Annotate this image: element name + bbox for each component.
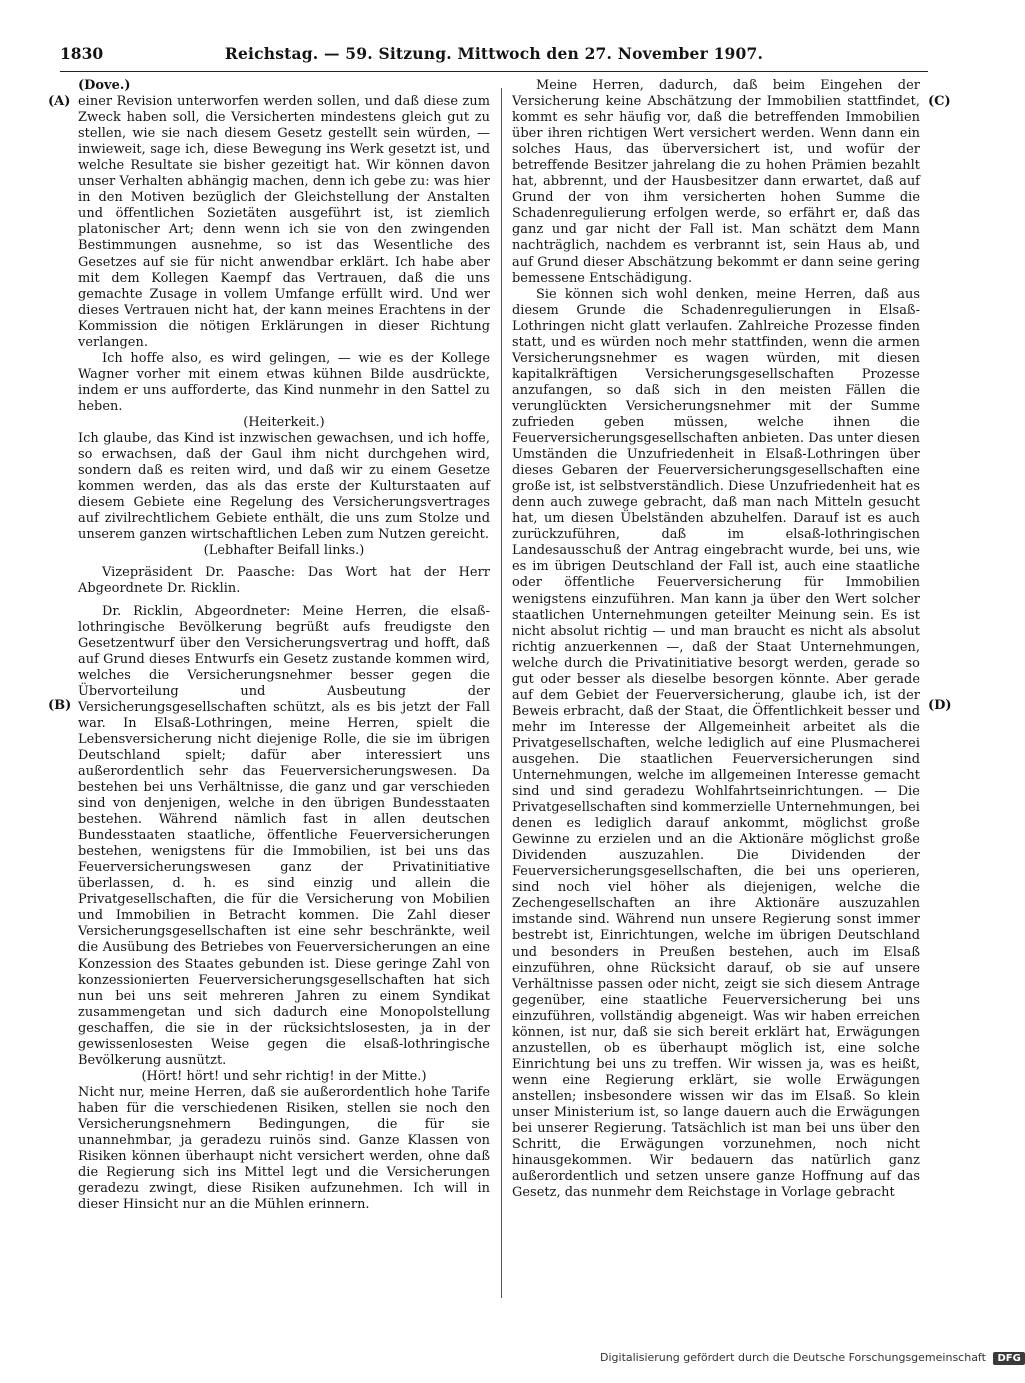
paragraph-left-2: Ich hoffe also, es wird gelingen, — wie es der Kollege Wagner vorher mit einem etwas kühnen Bilde ausdrückte, indem er uns aufforderte, das Kind nunmehr in den Sattel zu heben. <box>78 350 490 414</box>
dfg-logo: DFG <box>993 1352 1024 1365</box>
page-header <box>60 44 928 70</box>
margin-marker-d: (D) <box>928 698 952 713</box>
margin-marker-c: (C) <box>928 94 951 109</box>
paragraph-right-2: Sie können sich wohl denken, meine Herren, daß aus diesem Grunde die Schadenregulierungen in Elsaß-Lothringen nicht glatt verlaufen. Zahlreiche Prozesse finden statt, und es würden noch mehr stattfinden, wenn die armen Versicherungsnehmer es wagen würden, mit diesen kapitalkräftigen Versicherungsgesellschaften Prozesse anzufangen, so daß sich in den meisten Fällen die verunglückten Versicherungsnehmer mit der Summe zufrieden geben müssen, welche ihnen die Feuerversicherungsgesellschaften anbieten. Das unter diesen Umständen die Unzufriedenheit in Elsaß-Lothringen über dieses Gebaren der Feuerversicherungsgesellschaften eine große ist, ist selbstverständlich. Diese Unzufriedenheit hat es denn auch zuwege gebracht, daß man nach Mitteln gesucht hat, um diesen Übelständen abzuhelfen. Darauf ist es auch zurückzuführen, daß im elsaß-lothringischen Landesausschuß der Antrag eingebracht wurde, bei uns, wie es im übrigen Deutschland der Fall ist, auch eine staatliche oder öffentliche Feuerversicherung für Immobilien wenigstens einzuführen. Man kann ja über den Wert solcher staatlichen Unternehmungen geteilter Meinung sein. Es ist nicht absolut richtig — und man braucht es nicht als absolut richtig anzuerkennen —, daß der Staat Unternehmungen, welche durch die Privatinitiative besorgt werden, gerade so gut oder besser als dieselbe besorgen könnte. Aber gerade auf dem Gebiet der Feuerversicherung, glaube ich, ist der Beweis erbracht, daß der Staat, die Öffentlichkeit besser und mehr im Interesse der Allgemeinheit arbeitet als die Privatgesellschaften, welche lediglich auf eine Plusmacherei ausgehen. Die staatlichen Feuerversicherungen sind Unternehmungen, welche im allgemeinen Interesse gemacht sind und sind geradezu Wohlfahrtseinrichtungen. — Die Privatgesellschaften sind kommerzielle Unternehmungen, bei denen es lediglich darauf ankommt, möglichst große Gewinne zu erzielen und an die Aktionäre möglichst große Dividenden auszuzahlen. Die Dividenden der Feuerversicherungsgesellschaften, die bei uns operieren, sind noch viel höher als diejenigen, welche die Zechengesellschaften an ihre Aktionäre auszuzahlen imstande sind. Während nun unsere Regierung sonst immer bestrebt ist, Einrichtungen, welche im übrigen Deutschland und besonders in Preußen bestehen, auch im Elsaß einzuführen, ohne Rücksicht darauf, ob sie auf unsere Verhältnisse passen oder nicht, zeigt sie sich diesem Antrage gegenüber, eine staatliche Feuerversicherung bei uns einzuführen, vollständig abgeneigt. Was wir haben erreichen können, ist nur, daß sie sich bereit erklärt hat, Erwägungen anzustellen, ob es überhaupt möglich ist, eine solche Einrichtung bei uns zu treffen. Wir wissen ja, was es heißt, wenn eine Regierung erklärt, sie wolle Erwägungen anstellen; insbesondere wissen wir das im Elsaß. So klein unser Ministerium ist, so lange dauern auch die Erwägungen bei unserer Regierung. Tatsächlich ist man bei uns über den Schritt, die Erwägungen vorzunehmen, noch nicht hinausgekommen. Wir bedauern das natürlich ganz außerordentlich und setzen unsere ganze Hoffnung auf das Gesetz, das nunmehr dem Reichstage in Vorlage gebracht <box>512 286 920 1201</box>
reaction-hoert: (Hört! hört! und sehr richtig! in der Mitte.) <box>141 1068 427 1084</box>
page-number: 1830 <box>60 44 104 63</box>
reaction-beifall: (Lebhafter Beifall links.) <box>203 543 365 559</box>
paragraph-right-1: Meine Herren, dadurch, daß beim Eingehen der Versicherung keine Abschätzung der Immobilien stattfindet, kommt es sehr häufig vor, daß die betreffenden Immobilien über ihren richtigen Wert versichert werden. Wenn dann ein solches Haus, das überversichert ist, und wofür der betreffende Besitzer jahrelang die zu hohen Prämien bezahlt hat, abbrennt, und der Hausbesitzer dann erwartet, daß auf Grund der von ihm versicherten hohen Summe die Schadenregulierung erfolgen werde, so erfährt er, daß das ganz und gar nicht der Fall ist. Man schätzt dem Mann nachträglich, nachdem es verbrannt ist, sein Haus ab, und auf Grund dieser Abschätzung bekommt er dann seine gering bemessene Entschädigung. <box>512 78 920 286</box>
paragraph-left-1: einer Revision unterworfen werden sollen, und daß diese zum Zweck haben soll, die Versicherten mindestens gleich gut zu stellen, wie sie nach diesem Gesetz gestellt sein würden, — inwieweit, sage ich, diese Bewegung ins Werk gesetzt ist, und welche Resultate sie bisher gezeitigt hat. Wir können davon unser Verhalten abhängig machen, denn ich gebe zu: was hier in den Motiven bezüglich der Gleichstellung der Anstalten und öffentlichen Sozietäten ausgeführt ist, ist ziemlich platonischer Art; denn wenn ich sie von den zwingenden Bestimmungen ausnehme, so ist das Wesentliche des Gesetzes auf sie für nicht anwendbar erklärt. Ich habe aber mit dem Kollegen Kaempf das Vertrauen, daß die uns gemachte Zusage in vollem Umfange erfüllt wird. Und wer dieses Vertrauen nicht hat, der kann meines Erachtens in der Kommission die nötigen Erklärungen in dieser Richtung verlangen. <box>78 94 490 350</box>
left-column <box>78 78 490 1213</box>
column-divider <box>501 88 502 1298</box>
right-column <box>512 78 920 1201</box>
margin-marker-b: (B) <box>48 698 72 713</box>
footer-credit <box>600 1351 1021 1365</box>
footer-credit-text: Digitalisierung gefördert durch die Deutsche Forschungsgemeinschaft <box>600 1351 986 1364</box>
speaker-tag: (Dove.) <box>78 78 131 93</box>
margin-marker-a: (A) <box>48 94 71 109</box>
reaction-heiterkeit: (Heiterkeit.) <box>243 414 325 430</box>
paragraph-left-5: Dr. Ricklin, Abgeordneter: Meine Herren, die elsaß-lothringische Bevölkerung begrüßt aufs freudigste den Gesetzentwurf über den Versicherungsvertrag und hofft, daß auf Grund dieses Entwurfs ein Gesetz zustande kommen wird, welches die Versicherungsnehmer besser gegen die Übervorteilung und Ausbeutung der Versicherungsgesellschaften schützt, als es bis jetzt der Fall war. In Elsaß-Lothringen, meine Herren, spielt die Lebensversicherung nicht diejenige Rolle, die sie im übrigen Deutschland spielt; dafür aber interessiert uns außerordentlich sehr das Feuerversicherungswesen. Da bestehen bei uns Verhältnisse, die ganz und gar verschieden sind von denjenigen, welche in den übrigen Bundesstaaten bestehen. Während nämlich fast in allen deutschen Bundesstaaten staatliche, öffentliche Feuerversicherungen bestehen, wenigstens für die Immobilien, ist bei uns das Feuerversicherungswesen ganz der Privatinitiative überlassen, d. h. es sind einzig und allein die Privatgesellschaften, die für die Versicherung von Mobilien und Immobilien in Betracht kommen. Die Zahl dieser Versicherungsgesellschaften ist eine sehr beschränkte, weil die Ausübung des Betriebes von Feuerversicherungen an eine Konzession des Staates gebunden ist. Diese geringe Zahl von konzessionierten Feuerversicherungsgesellschaften hat sich nun bei uns seit mehreren Jahren zu einem Syndikat zusammengetan und sich dadurch eine Monopolstellung geschaffen, die sie in der rücksichtslosesten, ja in der gewissenlosesten Weise gegen die elsaß-lothringische Bevölkerung ausnützt. <box>78 603 490 1068</box>
paragraph-left-6: Nicht nur, meine Herren, daß sie außerordentlich hohe Tarife haben für die verschiedenen Risiken, stellen sie noch den Versicherungsnehmern Bedingungen, die für sie unannehmbar, ja geradezu ruinös sind. Ganze Klassen von Risiken können überhaupt nicht versichert werden, ohne daß die Regierung sich ins Mittel legt und die Versicherungen geradezu zwingt, diese Risiken aufzunehmen. Ich will in dieser Hinsicht nur an die Mühlen erinnern. <box>78 1084 490 1213</box>
running-title: Reichstag. — 59. Sitzung. Mittwoch den 27. November 1907. <box>224 44 764 63</box>
header-rule <box>60 71 928 72</box>
paragraph-left-3: Ich glaube, das Kind ist inzwischen gewachsen, und ich hoffe, so erwachsen, daß der Gaul ihm nicht durchgehen wird, sondern daß es reiten wird, und daß wir zu einem Gesetze kommen werden, das als das erste der Kulturstaaten auf diesem Gebiete eine Regelung des Versicherungsvertrages auf zivilrechtlichem Gebiete enthält, die uns zum Stolze und unserem ganzen wirtschaftlichen Leben zum Nutzen gereicht. <box>78 431 490 543</box>
paragraph-left-4: Vizepräsident Dr. Paasche: Das Wort hat der Herr Abgeordnete Dr. Ricklin. <box>78 565 490 597</box>
